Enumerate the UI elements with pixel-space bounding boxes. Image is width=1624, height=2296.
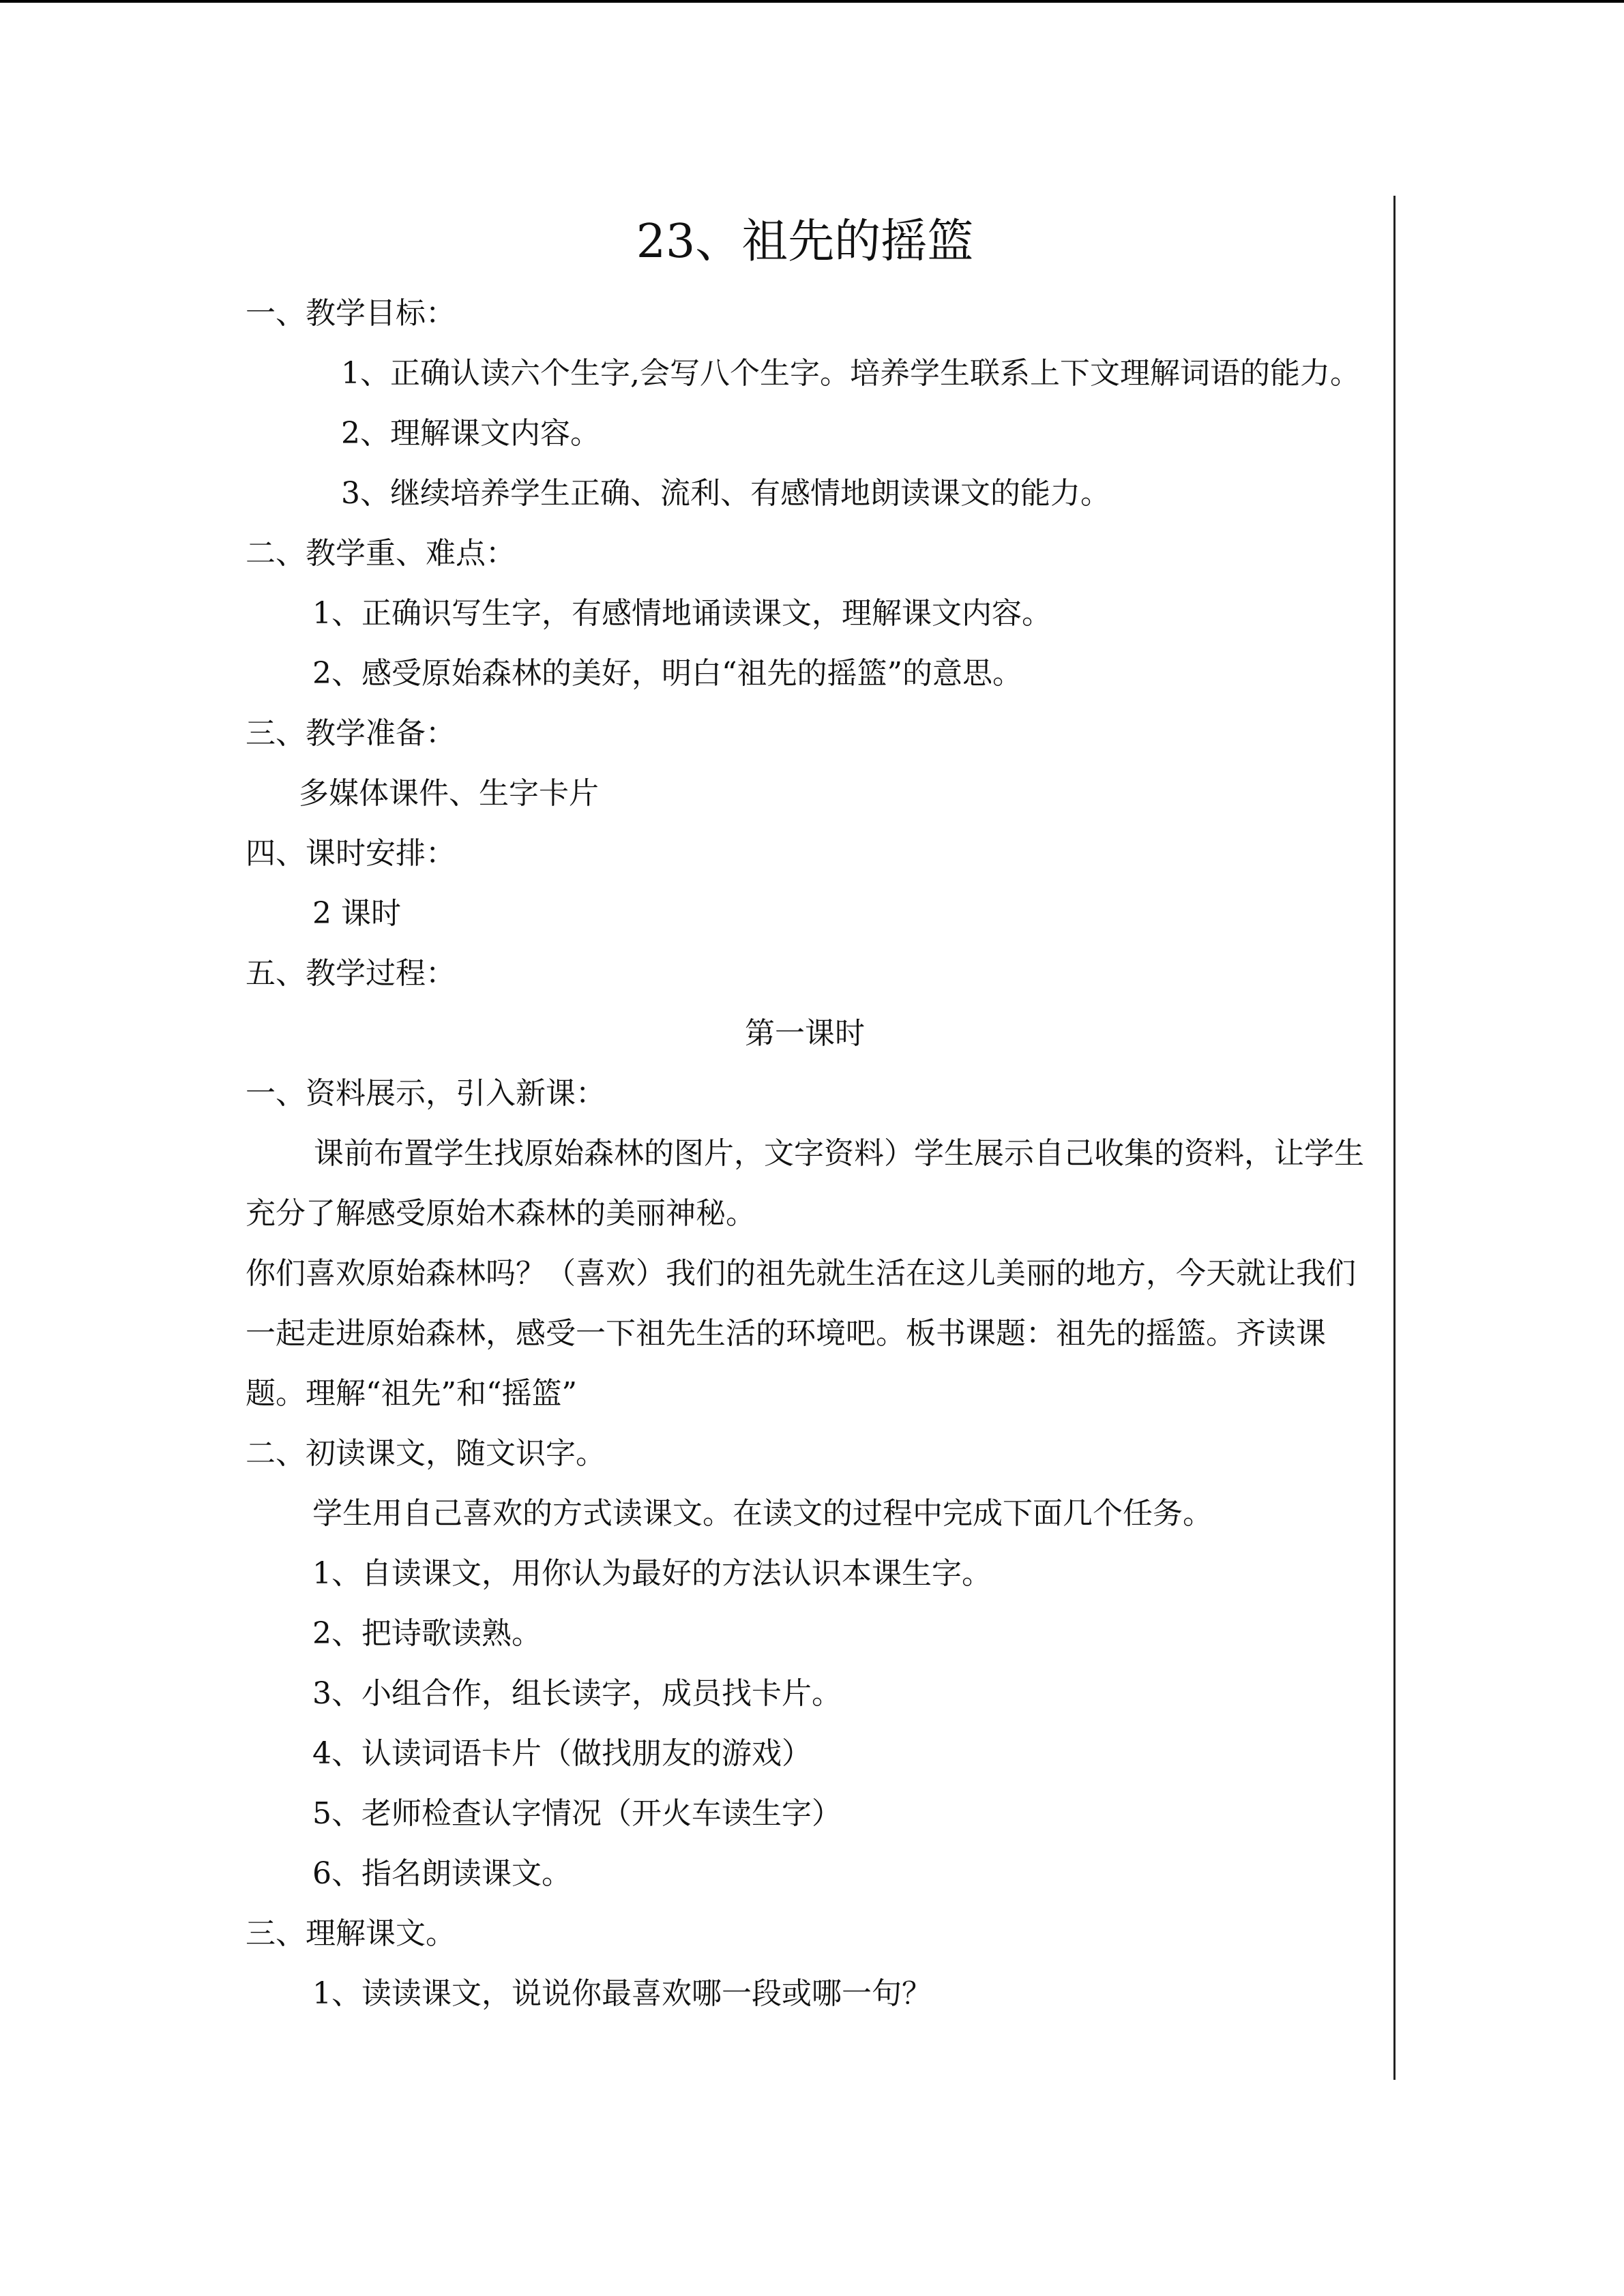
lesson-plan-document [246,205,1385,2024]
section-heading-key-points: 二、教学重、难点： [246,536,516,571]
top-border-rule [0,0,1624,3]
key-point-1: 1、正确识写生字，有感情地诵读课文，理解课文内容。 [312,596,1052,631]
task-item-6: 6、指名朗读课文。 [312,1856,572,1891]
goal-item-2: 2、理解课文内容。 [341,416,600,451]
section-heading-schedule: 四、课时安排： [246,836,456,871]
preparation-text: 多媒体课件、生字卡片 [299,776,599,811]
right-margin-rule [1393,196,1396,2080]
section-heading-process: 五、教学过程： [246,956,456,991]
section-heading-preparation: 三、教学准备： [246,716,456,751]
goal-item-3: 3、继续培养学生正确、流利、有感情地朗读课文的能力。 [341,476,1110,511]
understanding-item-1: 1、读读课文，说说你最喜欢哪一段或哪一句？ [312,1976,932,2011]
document-title: 23、祖先的摇篮 [636,215,974,269]
step-heading-intro: 一、资料展示，引入新课： [246,1076,606,1111]
lesson-heading: 第一课时 [745,1016,865,1051]
first-reading-intro: 学生用自己喜欢的方式读课文。在读文的过程中完成下面几个任务。 [312,1496,1213,1531]
task-item-2: 2、把诗歌读熟。 [312,1616,542,1651]
goal-item-1: 1、正确认读六个生字,会写八个生字。培养学生联系上下文理解词语的能力。 [341,356,1360,391]
step-heading-understanding: 三、理解课文。 [246,1916,456,1951]
schedule-text: 2 课时 [312,896,401,931]
intro-paragraph-2: 你们喜欢原始森林吗？（喜欢）我们的祖先就生活在这儿美丽的地方，今天就让我们一起走进原始森林，感受一下祖先生活的环境吧。板书课题：祖先的摇篮。齐读课题。理解“祖先”和“摇篮” [246,1256,1356,1411]
task-item-4: 4、认读词语卡片（做找朋友的游戏） [312,1736,812,1771]
task-item-1: 1、自读课文，用你认为最好的方法认识本课生字。 [312,1556,992,1591]
task-item-3: 3、小组合作，组长读字，成员找卡片。 [312,1676,842,1711]
step-heading-first-reading: 二、初读课文，随文识字。 [246,1436,606,1471]
intro-paragraph-1: 课前布置学生找原始森林的图片，文字资料）学生展示自己收集的资料，让学生充分了解感受原始木森林的美丽神秘。 [246,1136,1364,1231]
key-point-2: 2、感受原始森林的美好，明白“祖先的摇篮”的意思。 [312,656,1022,691]
section-heading-goals: 一、教学目标： [246,296,456,331]
task-item-5: 5、老师检查认字情况（开火车读生字） [312,1796,842,1831]
